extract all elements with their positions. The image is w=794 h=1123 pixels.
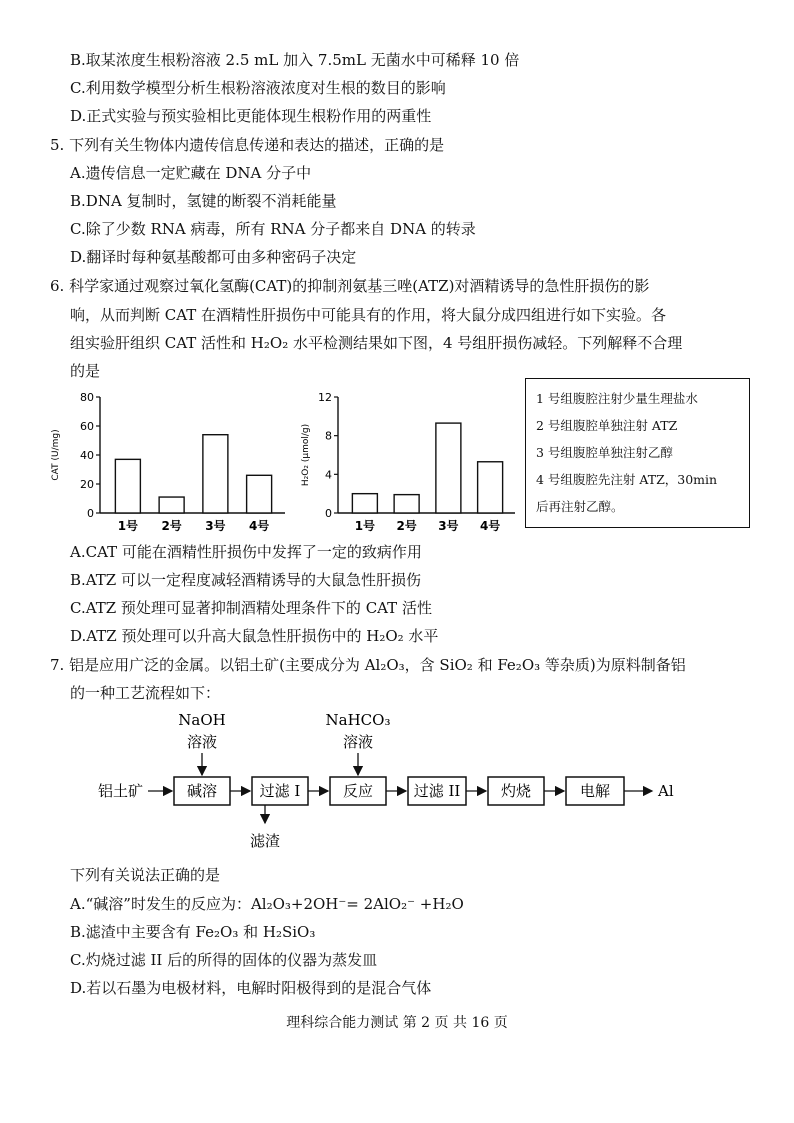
x-tick-label: 4号 [248,519,270,533]
reagent-naoh: NaOH [178,711,226,729]
group-legend-box [525,378,750,528]
reagent-naoh-solution: 溶液 [186,733,218,751]
q5-option-d: D.翻译时每种氨基酸都可由多种密码子决定 [70,248,357,266]
input-bauxite: 铝土矿 [98,782,144,800]
q7-question: 下列有关说法正确的是 [70,866,221,884]
x-tick-label: 2号 [396,519,417,533]
y-tick-label: 8 [325,429,332,443]
y-tick-label: 60 [80,420,94,433]
bar-4 [478,462,503,513]
step-calcine: 灼烧 [500,782,532,800]
q7-option-d: D.若以石墨为电极材料，电解时阳极得到的是混合气体 [70,979,432,997]
q4-option-c: C.利用数学模型分析生根粉溶液浓度对生根的数目的影响 [70,79,446,97]
q6-option-d: D.ATZ 预处理可以升高大鼠急性肝损伤中的 H₂O₂ 水平 [70,627,439,645]
bar-1 [352,494,377,513]
q6-option-b: B.ATZ 可以一定程度减轻酒精诱导的大鼠急性肝损伤 [70,571,422,589]
step-reaction: 反应 [342,782,374,800]
legend-group-4: 4 号组腹腔先注射 ATZ，30min [536,472,718,487]
reagent-nahco3: NaHCO₃ [325,711,391,729]
y-axis-label: CAT (U/mg) [51,429,61,481]
y-tick-label: 0 [87,507,94,520]
q7-stem-line2: 的一种工艺流程如下： [70,684,221,702]
y-tick-label: 12 [318,391,332,404]
filter-residue: 滤渣 [249,832,281,850]
step-filter-2: 过滤 II [413,782,461,800]
q5-option-c: C.除了少数 RNA 病毒，所有 RNA 分子都来自 DNA 的转录 [70,220,476,238]
legend-group-3: 3 号组腹腔单独注射乙醇 [536,445,673,460]
q5-option-b: B.DNA 复制时，氢键的断裂不消耗能量 [70,192,337,210]
q5-option-a: A.遗传信息一定贮藏在 DNA 分子中 [70,164,312,182]
step-filter-1: 过滤 I [259,782,301,800]
y-tick-label: 20 [80,478,94,491]
y-tick-label: 40 [80,449,94,462]
q7-option-b: B.滤渣中主要含有 Fe₂O₃ 和 H₂SiO₃ [70,923,316,941]
q6-stem-line2: 响，从而判断 CAT 在酒精性肝损伤中可能具有的作用，将大鼠分成四组进行如下实验。各 [70,306,667,324]
q5-stem: 5. 下列有关生物体内遗传信息传递和表达的描述，正确的是 [50,136,445,154]
process-flowchart [90,705,710,855]
cat-activity-chart [40,385,290,535]
page-footer: 理科综合能力测试 第 2 页 共 16 页 [286,1015,508,1031]
q7-stem-line1: 7. 铝是应用广泛的金属。以铝土矿(主要成分为 Al₂O₃，含 SiO₂ 和 Fe₂O₃ 等杂质)为原料制备铝 [50,656,686,674]
y-tick-label: 0 [325,507,332,520]
q6-stem-line3: 组实验肝组织 CAT 活性和 H₂O₂ 水平检测结果如下图，4 号组肝损伤减轻。下列解释不合理 [70,334,683,352]
q6-option-c: C.ATZ 预处理可显著抑制酒精处理条件下的 CAT 活性 [70,599,432,617]
x-tick-label: 3号 [438,519,459,533]
y-tick-label: 4 [325,468,332,482]
legend-group-1: 1 号组腹腔注射少量生理盐水 [536,391,698,406]
reagent-nahco3-solution: 溶液 [342,733,374,751]
x-tick-label: 1号 [117,519,139,533]
bar-2 [159,497,184,513]
x-tick-label: 3号 [205,519,226,533]
bar-1 [115,459,140,513]
bar-4 [247,475,272,513]
output-al: Al [658,782,674,800]
legend-group-2: 2 号组腹腔单独注射 ATZ [536,418,678,433]
q6-stem-line1: 6. 科学家通过观察过氧化氢酶(CAT)的抑制剂氨基三唑(ATZ)对酒精诱导的急性肝损伤的影 [50,277,650,295]
q4-option-b: B.取某浓度生根粉溶液 2.5 mL 加入 7.5mL 无菌水中可稀释 10 倍 [70,51,520,69]
bar-2 [394,495,419,513]
step-electrolysis: 电解 [579,782,611,800]
bar-3 [203,435,228,513]
y-axis-label: H₂O₂ (μmol/g) [301,423,311,487]
step-alkali-dissolve: 碱溶 [186,782,218,800]
x-tick-label: 4号 [479,519,501,533]
y-tick-label: 80 [80,391,94,404]
legend-group-4-cont: 后再注射乙醇。 [536,499,624,514]
h2o2-level-chart [300,385,525,535]
q6-option-a: A.CAT 可能在酒精性肝损伤中发挥了一定的致病作用 [70,543,422,561]
q7-option-a: A.“碱溶”时发生的反应为：Al₂O₃+2OH⁻= 2AlO₂⁻ +H₂O [70,895,464,913]
q6-stem-line4: 的是 [70,362,101,380]
x-tick-label: 2号 [161,519,182,533]
x-tick-label: 1号 [354,519,376,533]
bar-3 [436,423,461,513]
q7-option-c: C.灼烧过滤 II 后的所得的固体的仪器为蒸发皿 [70,951,378,969]
q4-option-d: D.正式实验与预实验相比更能体现生根粉作用的两重性 [70,107,432,125]
